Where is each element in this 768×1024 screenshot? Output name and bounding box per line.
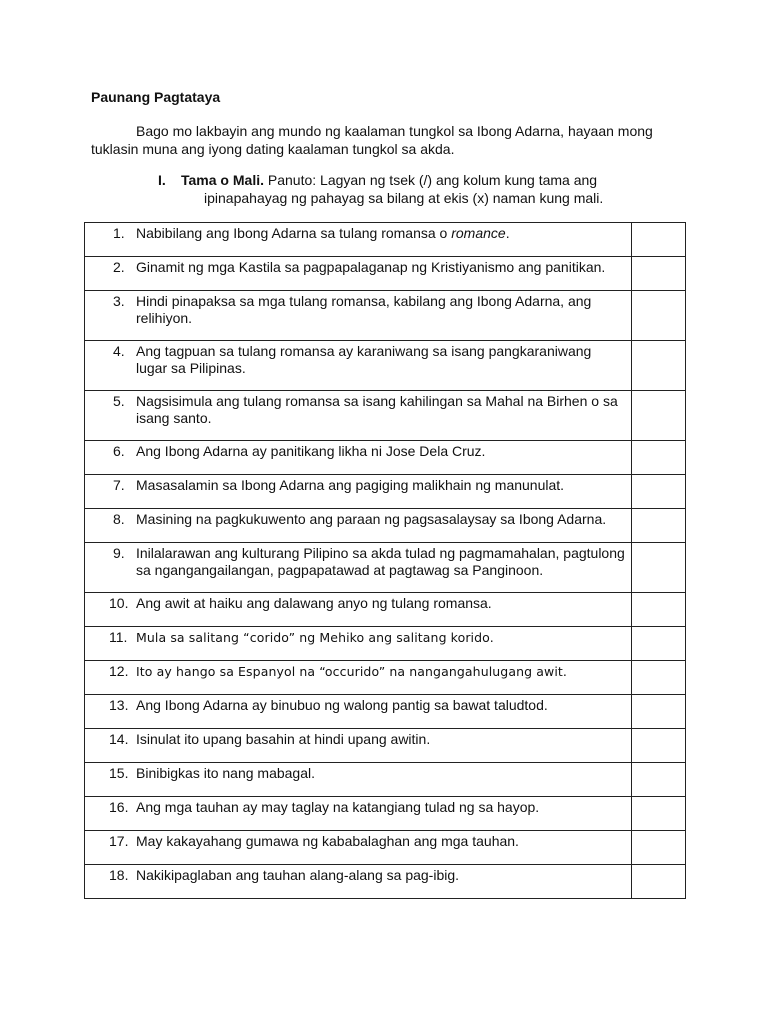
question-item: [85, 391, 631, 427]
question-text-main: Hindi pinapaksa sa mga tulang romansa, kabilang ang Ibong Adarna, ang relihiyon.: [136, 293, 592, 326]
question-number: 1.: [113, 225, 125, 241]
table-row: [85, 831, 686, 865]
intro-paragraph: [91, 122, 691, 158]
question-text-main: Masining na pagkukuwento ang paraan ng pagsasalaysay sa Ibong Adarna.: [136, 511, 607, 527]
answer-box[interactable]: [632, 831, 686, 865]
question-cell: [85, 763, 632, 797]
section-title: Tama o Mali.: [181, 172, 264, 188]
question-item: [85, 729, 631, 748]
question-item: [85, 543, 631, 579]
question-number: 4.: [113, 343, 125, 359]
question-text: [136, 511, 606, 527]
table-row: [85, 729, 686, 763]
question-cell: [85, 223, 632, 257]
question-text-main: Inilalarawan ang kulturang Pilipino sa akda tulad ng pagmamahalan, pagtulong sa ngangangailangan, pagpapatawad at pagtawag sa Panginoon.: [136, 545, 625, 578]
section-instructions: [158, 171, 678, 207]
question-number: 17.: [109, 833, 129, 849]
answer-box[interactable]: [632, 543, 686, 593]
question-text: [136, 833, 519, 849]
question-text: [136, 545, 625, 578]
question-item: [85, 593, 631, 612]
question-number: 8.: [113, 511, 125, 527]
question-text: [136, 731, 430, 747]
question-item: [85, 831, 631, 850]
question-item: [85, 661, 631, 680]
question-text-emphasis: romance: [451, 225, 506, 241]
answer-box[interactable]: [632, 223, 686, 257]
question-number: 11.: [109, 629, 128, 645]
question-text-main: Ang tagpuan sa tulang romansa ay karaniwang sa isang pangkaraniwang lugar sa Pilipinas.: [136, 343, 592, 376]
instruction-line-2: ipinapahayag ng pahayag sa bilang at ekis (x) naman kung mali.: [204, 190, 604, 206]
table-row: [85, 865, 686, 899]
question-text-main: Ang Ibong Adarna ay panitikang likha ni Jose Dela Cruz.: [136, 443, 486, 459]
question-item: [85, 865, 631, 884]
table-row: [85, 475, 686, 509]
intro-text: Bago mo lakbayin ang mundo ng kaalaman tungkol sa Ibong Adarna, hayaan mong tuklasin muna ang iyong dating kaalaman tungkol sa akda.: [91, 123, 653, 157]
question-cell: [85, 441, 632, 475]
question-text-main: Ginamit ng mga Kastila sa pagpapalaganap ng Kristiyanismo ang panitikan.: [136, 259, 606, 275]
answer-box[interactable]: [632, 593, 686, 627]
answer-box[interactable]: [632, 341, 686, 391]
question-text: [136, 697, 548, 713]
question-text-main: Ang mga tauhan ay may taglay na katangiang tulad ng sa hayop.: [136, 799, 540, 815]
question-number: 18.: [109, 867, 129, 883]
question-text: [136, 595, 492, 611]
table-row: [85, 797, 686, 831]
question-text-main: Nakikipaglaban ang tauhan alang-alang sa pag-ibig.: [136, 867, 460, 883]
quiz-table: [84, 222, 686, 899]
question-number: 3.: [113, 293, 125, 309]
question-text-main: Ito ay hango sa Espanyol na “occurido” na nangangahulugang awit.: [136, 664, 567, 679]
question-text-main: Masasalamin sa Ibong Adarna ang pagiging malikhain ng manunulat.: [136, 477, 565, 493]
question-text-main: Nagsisimula ang tulang romansa sa isang kahilingan sa Mahal na Birhen o sa isang santo.: [136, 393, 618, 426]
question-item: [85, 441, 631, 460]
question-text: [136, 293, 591, 326]
table-row: [85, 543, 686, 593]
section-number: I.: [158, 172, 166, 188]
question-text: [136, 225, 510, 241]
question-item: [85, 223, 631, 242]
table-row: [85, 341, 686, 391]
answer-box[interactable]: [632, 509, 686, 543]
table-row: [85, 695, 686, 729]
question-text-main: Nabibilang ang Ibong Adarna sa tulang romansa o: [136, 225, 452, 241]
question-cell: [85, 341, 632, 391]
answer-box[interactable]: [632, 729, 686, 763]
question-cell: [85, 543, 632, 593]
question-number: 6.: [113, 443, 125, 459]
answer-box[interactable]: [632, 257, 686, 291]
table-row: [85, 223, 686, 257]
question-text: [136, 799, 539, 815]
table-row: [85, 257, 686, 291]
question-text: [136, 664, 567, 679]
table-row: [85, 593, 686, 627]
question-cell: [85, 593, 632, 627]
question-item: [85, 695, 631, 714]
question-item: [85, 291, 631, 327]
question-cell: [85, 729, 632, 763]
page-title: Paunang Pagtataya: [91, 89, 221, 105]
question-text-main: Binibigkas ito nang mabagal.: [136, 765, 316, 781]
answer-box[interactable]: [632, 695, 686, 729]
question-item: [85, 257, 631, 276]
table-row: [85, 509, 686, 543]
question-cell: [85, 661, 632, 695]
question-text: [136, 477, 564, 493]
table-row: [85, 661, 686, 695]
question-text: [136, 867, 459, 883]
question-item: [85, 509, 631, 528]
answer-box[interactable]: [632, 763, 686, 797]
question-cell: [85, 291, 632, 341]
question-item: [85, 475, 631, 494]
table-row: [85, 291, 686, 341]
instruction-line-1: Panuto: Lagyan ng tsek (/) ang kolum kung tama ang: [267, 172, 598, 188]
question-cell: [85, 391, 632, 441]
question-item: [85, 763, 631, 782]
answer-box[interactable]: [632, 627, 686, 661]
question-text-main: Mula sa salitang “corido” ng Mehiko ang salitang korido.: [136, 630, 494, 645]
answer-box[interactable]: [632, 797, 686, 831]
question-text: [136, 393, 618, 426]
table-row: [85, 763, 686, 797]
question-number: 12.: [109, 663, 129, 679]
question-text-main: Isinulat ito upang basahin at hindi upang awitin.: [136, 731, 431, 747]
question-text: [136, 443, 485, 459]
question-text: [136, 765, 315, 781]
question-number: 10.: [109, 595, 129, 611]
answer-box[interactable]: [632, 475, 686, 509]
question-item: [85, 797, 631, 816]
answer-box[interactable]: [632, 661, 686, 695]
answer-box[interactable]: [632, 441, 686, 475]
question-text-main: Ang Ibong Adarna ay binubuo ng walong pantig sa bawat taludtod.: [136, 697, 548, 713]
question-cell: [85, 257, 632, 291]
table-row: [85, 391, 686, 441]
question-item: [85, 627, 631, 646]
question-number: 5.: [113, 393, 125, 409]
question-text: [136, 259, 605, 275]
question-number: 13.: [109, 697, 129, 713]
table-row: [85, 627, 686, 661]
question-cell: [85, 475, 632, 509]
question-cell: [85, 831, 632, 865]
question-text-end: .: [505, 225, 510, 241]
question-cell: [85, 695, 632, 729]
question-cell: [85, 797, 632, 831]
question-item: [85, 341, 631, 377]
answer-box[interactable]: [632, 291, 686, 341]
question-text-main: Ang awit at haiku ang dalawang anyo ng tulang romansa.: [136, 595, 492, 611]
question-text: [136, 630, 494, 645]
question-number: 16.: [109, 799, 129, 815]
question-number: 7.: [113, 477, 125, 493]
answer-box[interactable]: [632, 391, 686, 441]
question-number: 2.: [113, 259, 125, 275]
question-text: [136, 343, 591, 376]
question-cell: [85, 865, 632, 899]
question-text-main: May kakayahang gumawa ng kababalaghan ang mga tauhan.: [136, 833, 519, 849]
question-cell: [85, 509, 632, 543]
question-number: 15.: [109, 765, 129, 781]
question-cell: [85, 627, 632, 661]
question-number: 9.: [113, 545, 125, 561]
table-row: [85, 441, 686, 475]
answer-box[interactable]: [632, 865, 686, 899]
question-number: 14.: [109, 731, 129, 747]
